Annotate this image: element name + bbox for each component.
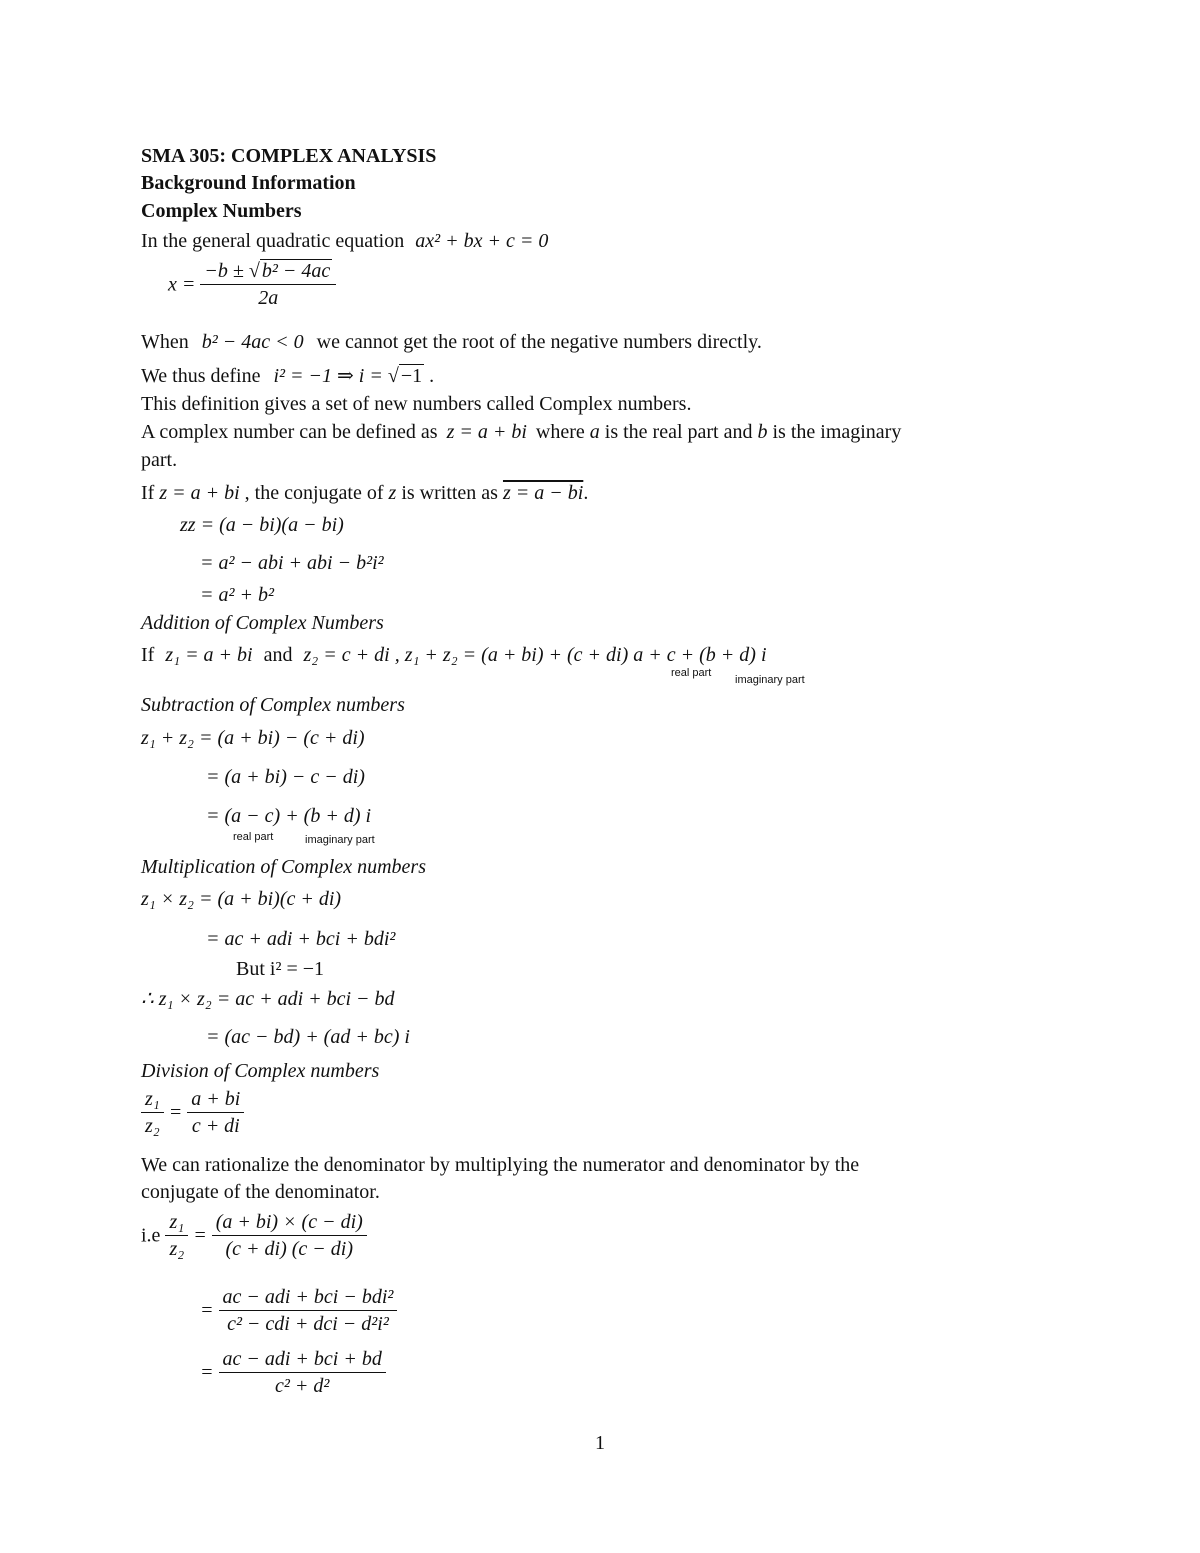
- radical-sign: √: [387, 365, 399, 387]
- addition-z1: z₁ = a + bi: [165, 644, 253, 666]
- conj-step-1: zz = (a − bi)(a − bi): [180, 514, 344, 536]
- when-post: we cannot get the root of the negative numbers directly.: [316, 331, 762, 353]
- div-f4-den: c² + d²: [274, 1375, 330, 1397]
- complex-def-mid: is the real part and: [604, 421, 753, 443]
- intro-line: [141, 229, 548, 253]
- div-f2-right: [212, 1209, 367, 1262]
- when-pre: When: [141, 331, 189, 353]
- document-title: SMA 305: COMPLEX ANALYSIS: [141, 145, 437, 167]
- sub-step-2: = (a + bi) − c − di): [206, 766, 365, 788]
- div-f2-right-den: (c + di) (c − di): [225, 1238, 353, 1260]
- conjugate-pre: If: [141, 482, 155, 504]
- div-f4-num: ac − adi + bci + bd: [219, 1346, 386, 1373]
- sub-imag-note: imaginary part: [305, 834, 375, 846]
- sub-real-note: real part: [233, 831, 274, 843]
- ie-label: i.e: [141, 1224, 161, 1247]
- addition-real-note: real part: [671, 667, 712, 679]
- radical-sign: √: [248, 260, 260, 282]
- complex-def-expr: z = a + bi: [446, 421, 527, 443]
- conjugate-post: .: [583, 482, 589, 504]
- heading-multiplication: Multiplication of Complex numbers: [141, 856, 426, 878]
- formula-lhs: x =: [168, 273, 196, 296]
- addition-and: and: [263, 644, 293, 666]
- sub-step-3: = (a − c) + (b + d) i: [206, 805, 372, 827]
- intro-text: In the general quadratic equation: [141, 230, 405, 252]
- conjugate-mid: , the conjugate of: [244, 482, 384, 504]
- div-f3: [219, 1284, 398, 1337]
- div-f2-left-num: z₁: [165, 1209, 188, 1236]
- div-f1-right-den: c + di: [191, 1115, 240, 1137]
- mult-step-5: = (ac − bd) + (ad + bc) i: [206, 1026, 410, 1048]
- conjugate-zbar: z = a − bi: [502, 482, 584, 504]
- complex-definition-line: [141, 420, 901, 444]
- formula-num-pre: −b ±: [204, 260, 244, 282]
- equals-sign: =: [200, 1299, 214, 1322]
- complex-def-where: where: [535, 421, 585, 443]
- equals-sign: =: [200, 1361, 214, 1384]
- heading-addition: Addition of Complex Numbers: [141, 612, 384, 634]
- quadratic-equation: ax² + bx + c = 0: [415, 230, 549, 252]
- complex-def-end: is the imaginary: [772, 421, 902, 443]
- conjugate-mid2: is written as: [401, 482, 498, 504]
- definition-line: This definition gives a set of new numbers called Complex numbers.: [141, 393, 692, 415]
- formula-radicand: b² − 4ac: [261, 260, 331, 282]
- complex-def-a: a: [589, 421, 600, 443]
- division-fraction-4: [200, 1346, 386, 1399]
- complex-definition-cont: part.: [141, 449, 178, 471]
- formula-numerator: [200, 258, 336, 285]
- div-f3-num: ac − adi + bci − bdi²: [219, 1284, 398, 1311]
- heading-subtraction: Subtraction of Complex numbers: [141, 694, 405, 716]
- define-line: [141, 364, 434, 388]
- define-pre: We thus define: [141, 365, 261, 387]
- div-f1-right-num: a + bi: [187, 1086, 244, 1113]
- div-f2-left-den: z₂: [169, 1238, 185, 1260]
- mult-step-2: = ac + adi + bci + bdi²: [206, 928, 396, 950]
- addition-z2: z₂ = c + di: [303, 644, 390, 666]
- when-line: [141, 330, 762, 354]
- addition-imag-note: imaginary part: [735, 674, 805, 686]
- addition-line: [141, 643, 767, 667]
- div-f4: [219, 1346, 386, 1399]
- quadratic-formula: [168, 258, 336, 311]
- equals-sign: =: [168, 1101, 183, 1124]
- conjugate-z: z = a + bi: [159, 482, 240, 504]
- sub-step-1: z₁ + z₂ = (a + bi) − (c + di): [141, 727, 365, 749]
- rationalize-line: We can rationalize the denominator by multiplying the numerator and denominator by the: [141, 1154, 860, 1176]
- formula-denominator: 2a: [258, 287, 279, 309]
- div-f3-den: c² − cdi + dci − d²i²: [227, 1313, 389, 1335]
- division-fraction-2: [141, 1209, 367, 1262]
- division-fraction-3: [200, 1284, 397, 1337]
- div-f2-left: [165, 1209, 188, 1262]
- complex-def-pre: A complex number can be defined as: [141, 421, 438, 443]
- page-number: 1: [595, 1432, 605, 1454]
- heading-background: Background Information: [141, 172, 356, 194]
- div-f1-left-num: z₁: [141, 1086, 164, 1113]
- complex-def-b: b: [757, 421, 768, 443]
- conj-step-3: = a² + b²: [200, 584, 274, 606]
- mult-step-1: z₁ × z₂ = (a + bi)(c + di): [141, 888, 342, 910]
- formula-fraction: [200, 258, 336, 311]
- discriminant-expr: b² − 4ac < 0: [201, 331, 304, 353]
- define-expr: i² = −1 ⇒ i =: [273, 365, 383, 387]
- heading-division: Division of Complex numbers: [141, 1060, 380, 1082]
- div-f1-left-den: z₂: [145, 1115, 160, 1137]
- addition-sum: , z₁ + z₂ = (a + bi) + (c + di) a + c + (b + d) i: [394, 644, 767, 666]
- mult-step-3: But i² = −1: [236, 958, 325, 980]
- mult-step-4: ∴ z₁ × z₂ = ac + adi + bci − bd: [141, 988, 395, 1010]
- define-radicand: −1: [400, 365, 423, 387]
- rationalize-cont: conjugate of the denominator.: [141, 1181, 380, 1203]
- conj-step-2: = a² − abi + abi − b²i²: [200, 552, 384, 574]
- division-fraction-1: [141, 1086, 244, 1139]
- conjugate-z-var: z: [388, 482, 397, 504]
- div-f1-right: [187, 1086, 244, 1139]
- div-f1-left: [141, 1086, 164, 1139]
- addition-pre: If: [141, 644, 155, 666]
- equals-sign: =: [193, 1224, 207, 1247]
- heading-complex-numbers: Complex Numbers: [141, 200, 302, 222]
- div-f2-right-num: (a + bi) × (c − di): [212, 1209, 367, 1236]
- conjugate-line: [141, 481, 588, 505]
- define-post: .: [429, 365, 435, 387]
